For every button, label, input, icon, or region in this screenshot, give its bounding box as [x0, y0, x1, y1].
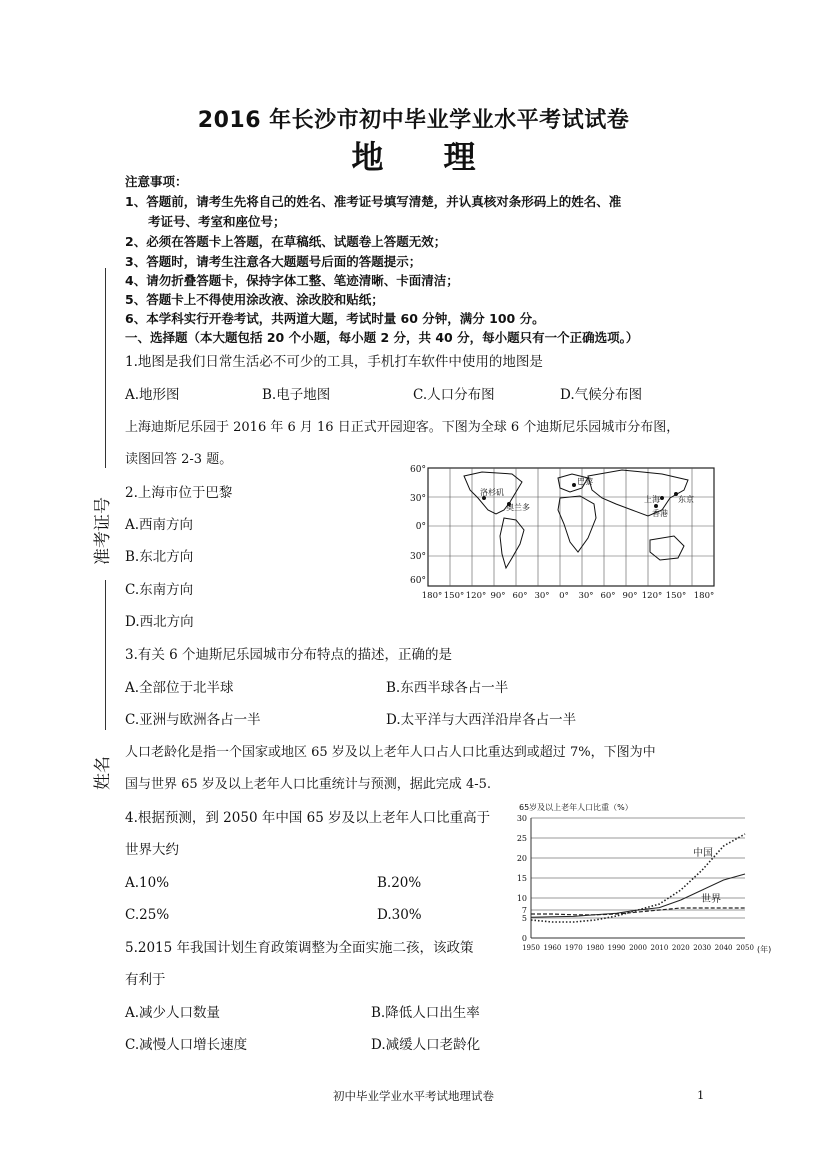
- page-number: 1: [697, 1088, 705, 1102]
- lat-label: 60°: [410, 576, 426, 586]
- notice-item-3: 3、答题时，请考生注意各大题题号后面的答题提示；: [125, 254, 422, 269]
- y-tick-label: 0: [521, 934, 527, 943]
- map-frame: [428, 468, 714, 586]
- lon-label: 120°: [465, 591, 487, 601]
- map-label-hongkong: 香港: [652, 509, 668, 518]
- x-tick-label: 2020: [671, 944, 690, 952]
- lon-label: 30°: [534, 591, 550, 601]
- shanghai-marker: [660, 496, 664, 500]
- lon-label: 90°: [490, 591, 506, 601]
- binding-line-top: [105, 268, 106, 468]
- question-3-stem: 3.有关 6 个迪斯尼乐园城市分布特点的描述，正确的是: [125, 647, 453, 663]
- question-5-stem-line1: 5.2015 年我国计划生育政策调整为全面实施二孩，该政策: [125, 940, 474, 956]
- disney-world-map: [412, 458, 724, 610]
- question-1-option-a: A.地形图: [125, 387, 180, 403]
- notice-item-2: 2、必须在答题卡上答题，在草稿纸、试题卷上答题无效；: [125, 234, 447, 249]
- question-5-option-c: C.减慢人口增长速度: [125, 1037, 248, 1053]
- x-tick-label: 1980: [586, 944, 605, 952]
- lat-label: 30°: [410, 552, 426, 562]
- notice-heading: 注意事项：: [125, 174, 188, 189]
- question-3-option-a: A.全部位于北半球: [125, 680, 234, 696]
- footer-text: 初中毕业学业水平考试地理试卷: [333, 1089, 494, 1103]
- question-3-option-d: D.太平洋与大西洋沿岸各占一半: [386, 712, 577, 728]
- question-1-stem: 1.地图是我们日常生活必不可少的工具，手机打车软件中使用的地图是: [125, 354, 543, 370]
- question-1-option-b: B.电子地图: [262, 387, 331, 403]
- question-4-option-d: D.30%: [377, 907, 422, 923]
- x-tick-label: 2000: [629, 944, 647, 952]
- y-tick-label: 10: [516, 894, 527, 903]
- x-tick-label: 2030: [693, 944, 712, 952]
- question-4-option-b: B.20%: [377, 875, 422, 891]
- lat-label: 60°: [410, 465, 426, 475]
- x-tick-label: 1960: [543, 944, 562, 952]
- y-tick-label: 5: [521, 914, 527, 923]
- intro-disney-line1: 上海迪斯尼乐园于 2016 年 6 月 16 日正式开园迎客。下图为全球 6 个迪斯尼乐园城市分布图，: [125, 420, 680, 435]
- hong-kong-marker: [654, 504, 658, 508]
- question-2-option-b: B.东北方向: [125, 549, 194, 565]
- map-label-la: 洛杉矶: [480, 488, 504, 497]
- question-2-option-c: C.东南方向: [125, 582, 194, 598]
- series-label-china: 中国: [693, 848, 713, 859]
- question-4-stem-line2: 世界大约: [125, 842, 179, 858]
- lon-label: 0°: [559, 591, 569, 601]
- map-label-paris: 巴黎: [577, 477, 593, 486]
- lat-label: 30°: [410, 494, 426, 504]
- question-5-stem-line2: 有利于: [125, 972, 166, 988]
- aging-population-chart: [505, 800, 783, 960]
- question-2-option-a: A.西南方向: [125, 517, 194, 533]
- threshold-line: [531, 908, 745, 915]
- lon-label: 150°: [665, 591, 687, 601]
- chart-title: 65岁及以上老年人口比重（%）: [519, 803, 633, 812]
- question-4-option-a: A.10%: [125, 875, 170, 891]
- map-label-tokyo: 东京: [678, 495, 694, 504]
- question-5-option-a: A.减少人口数量: [125, 1005, 221, 1021]
- y-tick-label: 15: [516, 874, 527, 883]
- question-1-option-c: C.人口分布图: [413, 387, 495, 403]
- subject-title: 地理: [351, 138, 536, 176]
- map-label-orlando: 奥兰多: [506, 503, 530, 512]
- y-tick-label: 20: [516, 854, 527, 863]
- x-tick-label: 2050: [736, 944, 754, 952]
- series-label-world: 世界: [701, 894, 721, 905]
- paris-marker: [572, 483, 576, 487]
- notice-item-4: 4、请勿折叠答题卡，保持字体工整、笔迹清晰、卡面清洁；: [125, 273, 459, 288]
- question-3-option-c: C.亚洲与欧洲各占一半: [125, 712, 261, 728]
- lon-label: 60°: [600, 591, 616, 601]
- x-tick-label: 1970: [564, 944, 583, 952]
- x-axis-unit: (年): [757, 945, 772, 954]
- lon-label: 180°: [693, 591, 715, 601]
- intro-aging-line1: 人口老龄化是指一个国家或地区 65 岁及以上老年人口占人口比重达到或超过 7%，下图为中: [125, 745, 656, 760]
- x-tick-label: 1990: [607, 944, 626, 952]
- binding-line-middle: [105, 580, 106, 730]
- lon-label: 150°: [443, 591, 465, 601]
- lat-label: 0°: [415, 522, 426, 532]
- page-title: 2016 年长沙市初中毕业学业水平考试试卷: [197, 108, 630, 133]
- question-2-stem: 2.上海市位于巴黎: [125, 485, 233, 501]
- lon-label: 120°: [641, 591, 663, 601]
- intro-aging-line2: 国与世界 65 岁及以上老年人口比重统计与预测，据此完成 4-5.: [125, 777, 492, 792]
- lon-label: 90°: [622, 591, 638, 601]
- question-1-option-d: D.气候分布图: [560, 387, 643, 403]
- exam-id-label: 准考证号: [93, 497, 113, 565]
- x-tick-label: 2040: [714, 944, 733, 952]
- lon-label: 30°: [578, 591, 594, 601]
- y-tick-label: 30: [516, 814, 527, 823]
- lon-label: 180°: [421, 591, 443, 601]
- notice-item-5: 5、答题卡上不得使用涂改液、涂改胶和贴纸；: [125, 292, 384, 307]
- question-2-option-d: D.西北方向: [125, 614, 194, 630]
- x-tick-label: 2010: [650, 944, 669, 952]
- notice-item-1-cont: 考证号、考室和座位号；: [148, 214, 286, 229]
- question-5-option-b: B.降低人口出生率: [371, 1005, 480, 1021]
- map-label-shanghai: 上海: [644, 495, 660, 504]
- question-4-stem-line1: 4.根据预测，到 2050 年中国 65 岁及以上老年人口比重高于: [125, 810, 491, 826]
- name-label: 姓名: [93, 756, 113, 790]
- question-3-option-b: B.东西半球各占一半: [386, 680, 509, 696]
- y-tick-label: 7: [521, 906, 527, 915]
- section-heading: 一、选择题（本大题包括 20 个小题，每小题 2 分，共 40 分，每小题只有一个正确选项。）: [125, 330, 639, 345]
- question-5-option-d: D.减缓人口老龄化: [371, 1037, 481, 1053]
- x-tick-label: 1950: [522, 944, 540, 952]
- notice-item-6: 6、本学科实行开卷考试，共两道大题，考试时量 60 分钟，满分 100 分。: [125, 311, 545, 326]
- notice-item-1: 1、答题前，请考生先将自己的姓名、准考证号填写清楚，并认真核对条形码上的姓名、准: [125, 194, 622, 209]
- lon-label: 60°: [512, 591, 528, 601]
- question-4-option-c: C.25%: [125, 907, 170, 923]
- intro-disney-line2: 读图回答 2-3 题。: [125, 452, 233, 467]
- y-tick-label: 25: [516, 834, 527, 843]
